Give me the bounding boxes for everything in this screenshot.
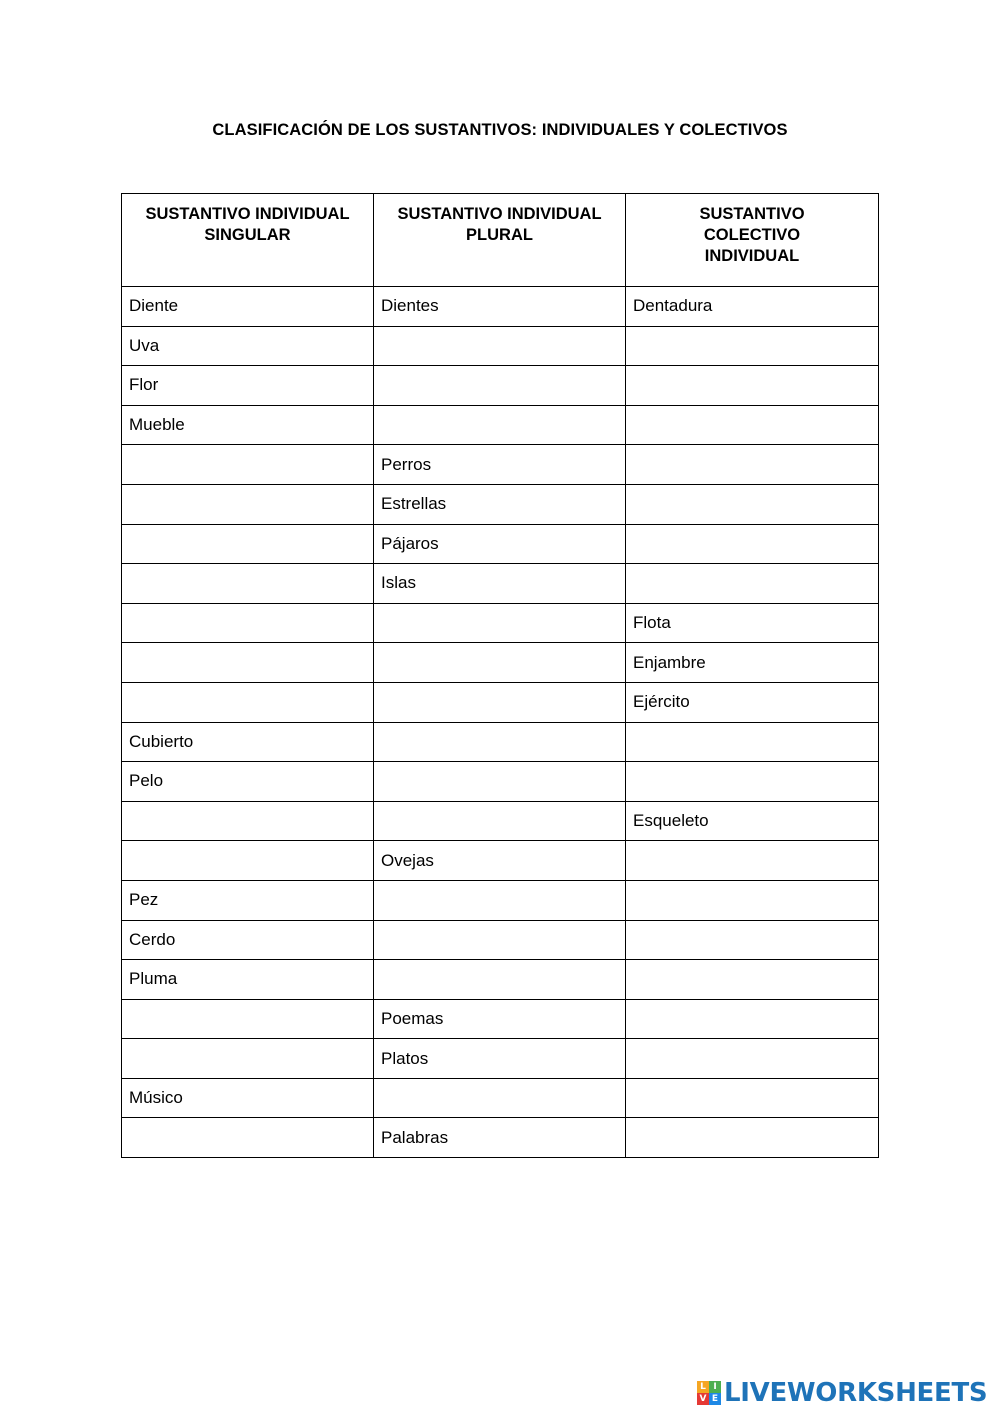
header-collective-individual: [626, 194, 879, 287]
table-cell-singular[interactable]: [122, 801, 374, 841]
table-cell-singular: Mueble: [122, 405, 374, 445]
table-row: [122, 801, 879, 841]
table-cell-singular[interactable]: [122, 564, 374, 604]
header-line: SUSTANTIVO: [699, 205, 805, 223]
table-cell-collective[interactable]: [626, 564, 879, 604]
table-cell-singular: Cerdo: [122, 920, 374, 960]
table-cell-singular[interactable]: [122, 999, 374, 1039]
table-cell-singular[interactable]: [122, 603, 374, 643]
table-cell-plural[interactable]: [374, 762, 626, 802]
table-cell-singular: Cubierto: [122, 722, 374, 762]
liveworksheets-logo-icon: [697, 1381, 721, 1405]
table-row: [122, 999, 879, 1039]
table-header-row: [122, 194, 879, 287]
table-row: [122, 920, 879, 960]
header-line: SUSTANTIVO INDIVIDUAL: [397, 205, 602, 223]
table-row: [122, 841, 879, 881]
table-cell-plural: Palabras: [374, 1118, 626, 1158]
table-cell-plural[interactable]: [374, 326, 626, 366]
header-line: SINGULAR: [204, 226, 291, 244]
table-cell-plural: Dientes: [374, 287, 626, 327]
table-cell-plural[interactable]: [374, 603, 626, 643]
table-row: [122, 603, 879, 643]
logo-icon-letter: I: [709, 1381, 721, 1393]
table-cell-singular: Pelo: [122, 762, 374, 802]
table-row: [122, 1039, 879, 1079]
table-cell-plural: Platos: [374, 1039, 626, 1079]
table-row: [122, 762, 879, 802]
table-cell-plural[interactable]: [374, 366, 626, 406]
table-cell-collective[interactable]: [626, 445, 879, 485]
table-row: [122, 1118, 879, 1158]
table-row: [122, 445, 879, 485]
table-cell-plural[interactable]: [374, 722, 626, 762]
logo-icon-letter: E: [709, 1393, 721, 1405]
header-line: COLECTIVO: [703, 226, 801, 244]
table-row: [122, 880, 879, 920]
table-cell-plural[interactable]: [374, 880, 626, 920]
header-individual-singular: [122, 194, 374, 287]
logo-icon-letter: V: [697, 1393, 709, 1405]
table-cell-plural: Pájaros: [374, 524, 626, 564]
table-cell-collective[interactable]: [626, 762, 879, 802]
table-row: [122, 326, 879, 366]
table-cell-collective[interactable]: [626, 1039, 879, 1079]
table-cell-singular: Músico: [122, 1078, 374, 1118]
table-cell-plural[interactable]: [374, 643, 626, 683]
table-cell-singular[interactable]: [122, 682, 374, 722]
table-cell-collective: Esqueleto: [626, 801, 879, 841]
table-cell-singular: Pluma: [122, 960, 374, 1000]
table-row: [122, 484, 879, 524]
table-cell-collective[interactable]: [626, 880, 879, 920]
table-cell-plural[interactable]: [374, 1078, 626, 1118]
table-cell-singular: Pez: [122, 880, 374, 920]
table-cell-collective[interactable]: [626, 920, 879, 960]
table-row: [122, 524, 879, 564]
table-cell-collective[interactable]: [626, 524, 879, 564]
classification-table: [121, 193, 879, 1158]
table-row: [122, 682, 879, 722]
table-cell-collective: Enjambre: [626, 643, 879, 683]
table-cell-singular[interactable]: [122, 1118, 374, 1158]
table-body: [122, 287, 879, 1158]
table-row: [122, 564, 879, 604]
table-cell-plural[interactable]: [374, 801, 626, 841]
table-cell-singular[interactable]: [122, 643, 374, 683]
table-cell-collective[interactable]: [626, 1078, 879, 1118]
table-cell-plural[interactable]: [374, 405, 626, 445]
logo-text: LIVEWORKSHEETS: [724, 1378, 988, 1408]
table-cell-collective[interactable]: [626, 1118, 879, 1158]
table-row: [122, 287, 879, 327]
header-line: INDIVIDUAL: [704, 247, 800, 265]
table-row: [122, 960, 879, 1000]
table-cell-singular: Diente: [122, 287, 374, 327]
table-cell-collective[interactable]: [626, 366, 879, 406]
table-cell-singular[interactable]: [122, 841, 374, 881]
table-cell-plural[interactable]: [374, 920, 626, 960]
table-cell-singular: Uva: [122, 326, 374, 366]
table-cell-collective[interactable]: [626, 841, 879, 881]
header-line: SUSTANTIVO INDIVIDUAL: [145, 205, 350, 223]
table-row: [122, 1078, 879, 1118]
table-row: [122, 366, 879, 406]
table-cell-collective: Flota: [626, 603, 879, 643]
table-cell-collective[interactable]: [626, 960, 879, 1000]
table-cell-plural: Ovejas: [374, 841, 626, 881]
table-row: [122, 643, 879, 683]
table-cell-singular[interactable]: [122, 484, 374, 524]
table-cell-plural[interactable]: [374, 960, 626, 1000]
table-cell-collective[interactable]: [626, 405, 879, 445]
table-cell-collective[interactable]: [626, 484, 879, 524]
table-cell-plural[interactable]: [374, 682, 626, 722]
table-cell-plural: Islas: [374, 564, 626, 604]
table-cell-collective[interactable]: [626, 326, 879, 366]
page-title: CLASIFICACIÓN DE LOS SUSTANTIVOS: INDIVIDUALES Y COLECTIVOS: [212, 121, 788, 139]
table-cell-plural: Estrellas: [374, 484, 626, 524]
table-cell-singular[interactable]: [122, 1039, 374, 1079]
table-cell-collective[interactable]: [626, 722, 879, 762]
header-individual-plural: [374, 194, 626, 287]
table-cell-collective: Dentadura: [626, 287, 879, 327]
table-cell-collective[interactable]: [626, 999, 879, 1039]
table-cell-plural: Perros: [374, 445, 626, 485]
table-cell-singular: Flor: [122, 366, 374, 406]
table-cell-singular[interactable]: [122, 524, 374, 564]
table-cell-plural: Poemas: [374, 999, 626, 1039]
liveworksheets-logo: [697, 1378, 987, 1408]
table-cell-singular[interactable]: [122, 445, 374, 485]
logo-icon-letter: L: [697, 1381, 709, 1393]
table-cell-collective: Ejército: [626, 682, 879, 722]
table-row: [122, 405, 879, 445]
header-line: PLURAL: [466, 226, 533, 244]
table-row: [122, 722, 879, 762]
